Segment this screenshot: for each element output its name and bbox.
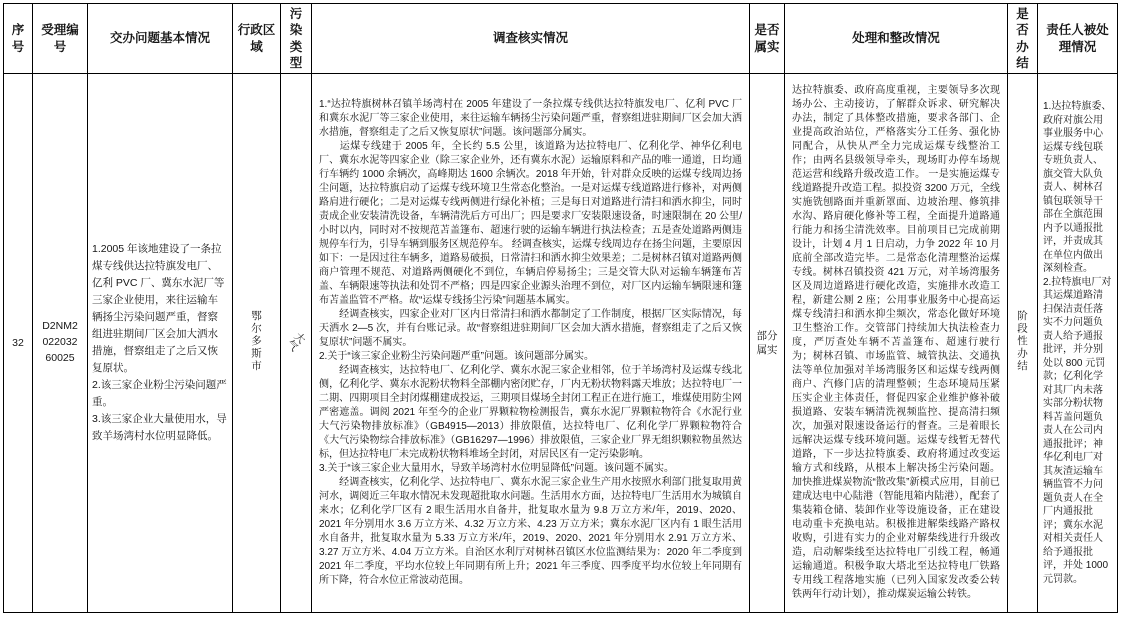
cell-rectification: 达拉特旗委、政府高度重视，主要领导多次现场办公、主动接访，了解群众诉求、研究解决办法，制定了具体整改措施，要求各部门、企业提高政治站位，严格落实分工任务、强化协同配合，从快从严全力完成运煤专线整治工作；由两名县级领导牵头，现场盯办停车场规范运营和线路升级改造工作。 一是实施运煤专线道路提升改造工程。拟投资 3200 万元，全线实施铣刨路面并重新罩面、边坡治理、修筑排水沟、路肩硬化修补等工程，全面提升道路通行能力和扬尘清洗效率。目前项目已完成前期设计，计划 4 月 1 日启动，力争 2022 年 10 月底前全部改造完毕。二是常态化清理整治运煤专线。树林召镇投资 421 万元，对羊场湾服务区及周边道路进行硬化改造，实施排水改造工程，新建公厕 2 座；公用事业服务中心提高运煤专线清扫和洒水抑尘频次，常态化做好环境卫生整治工作。交管部门持续加大执法检查力度，严厉查处车辆不苫盖篷布、超速行驶行为；树林召镇、市场监管、城管执法、交通执法等单位加强对羊场湾服务区和运煤专线两侧商户、汽修门店的清理整顿；生态环境局压紧压实企业主体责任，督促四家企业维护修补破损道路、安装车辆清洗视频监控、提高清扫频次，加强对限速设备运行的督查。三是着眼长远解决运煤专线环境问题。运煤专线暂无替代道路，下一步达拉特旗委、政府将通过改变运输方式和线路，从根本上解决扬尘污染问题。加快推进煤炭物流“散改集”新模式应用，目前已建成达电中心陆港（智能甩箱内陆港），配套了集装箱仓储、装卸作业等设施设备，正在建设电动重卡充换电站。积极推进解柴线路产路权收购，引进有实力的企业对解柴线进行升级改造，启动解柴线至达拉特电厂引线工程，畅通运输通道。积极争取大塔北至达拉特电厂铁路专用线工程落地实施（已列入国家发改委公转铁两年行动计划），推动煤炭运输公转铁。 xyxy=(785,74,1008,613)
col-header-verification: 调查核实情况 xyxy=(312,4,750,74)
col-header-case-number: 受理编号 xyxy=(33,4,88,74)
col-header-accountability: 责任人被处理情况 xyxy=(1038,4,1118,74)
inspection-case-table xyxy=(3,3,1118,613)
col-header-is-true: 是否属实 xyxy=(750,4,785,74)
header-row xyxy=(4,4,1118,74)
cell-region xyxy=(233,74,281,613)
col-header-is-closed: 是否办结 xyxy=(1008,4,1038,74)
cell-case-number: D2NM202203260025 xyxy=(33,74,88,613)
is-true-text: 部分属实 xyxy=(756,330,778,356)
pollution-type-rotated-text: 大气 xyxy=(283,329,308,353)
col-header-rectification: 处理和整改情况 xyxy=(785,4,1008,74)
col-header-problem: 交办问题基本情况 xyxy=(88,4,233,74)
cell-verification: 1.“达拉特旗树林召镇羊场湾村在 2005 年建设了一条拉煤专线供达拉特旗发电厂、亿利 PVC 厂和冀东水泥厂等三家企业使用，来往运输车辆扬尘污染问题严重，督察组进驻期间厂区会加大洒水措施，督察组走了之后又恢复原状”问题。该问题部分属实。 运煤专线建于 2005 年，全长约 5.5 公里，该道路为达拉特电厂、亿利化学、神华亿利电厂、冀东水泥等四家企业（除三家企业外，还有冀东水泥）运输原料和产品的唯一通道，日均通行车辆约 1000 余辆次，高峰期达 1600 余辆次。2018 年开始，针对群众反映的运煤专线周边扬尘问题，达拉特旗启动了运煤专线环境卫生常态化整治。一是对运煤专线道路进行修补，对两侧路肩进行硬化；二是对运煤专线两侧进行绿化补植；三是每日对道路进行清扫和洒水抑尘，同时责成企业安装清洗设备，车辆清洗后方可出厂；四是要求厂安装限速设备，时速限制在 20 公里/小时以内，同时对不按规范苫盖篷布、超速行驶的运输车辆进行执法检查；五是查处道路两侧违规停车行为，引导车辆到服务区规范停车。 经调查核实，运煤专线周边存在扬尘问题，主要原因如下：一是因过往车辆多，道路易破损，日常清扫和洒水抑尘效果差；二是树林召镇对道路两侧商户管理不规范、对道路两侧硬化不到位，车辆启停易扬尘；三是交管大队对运输车辆篷布苫盖、车辆限速等执法和处罚不严格；四是四家企业源头治理不到位，对厂区内运输车辆限速和篷布苫盖监管不严格。故“运煤专线扬尘污染”问题基本属实。 经调查核实，四家企业对厂区内日常清扫和洒水都制定了工作制度，根据厂区实际情况，每天洒水 2—5 次，并有台账记录。故“督察组进驻期间厂区会加大洒水措施，督察组走了之后又恢复原状”问题不属实。 2.关于“该三家企业粉尘污染问题严重”问题。该问题部分属实。 经调查核实，达拉特电厂、亿利化学、冀东水泥三家企业相邻，位于羊场湾村及运煤专线北侧，亿利化学、冀东水泥粉状物料全部棚内密闭贮存，厂内无粉状物料露天堆放；达拉特电厂一二期、四期项目全封闭煤棚建成投运，三期项目煤场全封闭工程正在进行施工，堆煤使用防尘网严密遮盖。调阅 2021 年至今的企业厂界颗粒物检测报告，冀东水泥厂界颗粒物符合《水泥行业大气污染物排放标准》（GB4915—2013）排放限值，达拉特电厂、亿利化学厂界颗粒物符合《大气污染物综合排放标准》（GB16297—1996）排放限值，三家企业厂界无组织颗粒物虽然达标，但达拉特电厂未完成粉状物料堆场全封闭，对居民区有一定污染影响。 3.关于“该三家企业大量用水，导致羊场湾村水位明显降低”问题。该问题不属实。 经调查核实，亿利化学、达拉特电厂、冀东水泥三家企业生产用水按照水利部门批复取用黄河水，调阅近三年取水情况未发现超批取水问题。生活用水方面，达拉特电厂生活用水为城镇自来水；亿利化学厂区有 2 眼生活用水自备井，批复取水量为 9.8 万立方米/年，2019、2020、2021 年分别用水 3.6 万立方米、4.32 万立方米、4.23 万立方米；冀东水泥厂区内有 1 眼生活用水自备井，批复取水量为 5.33 万立方米/年，2019、2020、2021 年分别用水 2.91 万立方米、3.27 万立方米、4.04 万立方米。自治区水利厅对树林召镇区水位监测结果为：2020 年二季度到 2021 年二季度，平均水位较上年同期有所上升；2021 年三季度、四季度平均水位较上年同期有所下降，符合水位正常波动范围。 xyxy=(312,74,750,613)
col-header-serial: 序号 xyxy=(4,4,33,74)
table-row xyxy=(4,74,1118,613)
region-vertical-text: 鄂尔多斯市 xyxy=(250,310,262,373)
col-header-pollution-type: 污染类型 xyxy=(281,4,312,74)
cell-problem-description: 1.2005 年该地建设了一条拉煤专线供达拉特旗发电厂、亿利 PVC 厂、冀东水泥厂等三家企业使用，来往运输车辆扬尘污染问题严重，督察组进驻期间厂区会加大洒水措施，督察组走了之后又恢复原状。 2.该三家企业粉尘污染问题严重。 3.该三家企业大量使用水，导致羊场湾村水位明显降低。 xyxy=(88,74,233,613)
cell-is-true xyxy=(750,74,785,613)
cell-is-closed xyxy=(1008,74,1038,613)
col-header-region: 行政区域 xyxy=(233,4,281,74)
is-closed-vertical-text: 阶段性办结 xyxy=(1016,310,1028,373)
cell-pollution-type xyxy=(281,74,312,613)
cell-serial-number: 32 xyxy=(4,74,33,613)
cell-accountability: 1.达拉特旗委、政府对旗公用事业服务中心运煤专线包联专班负责人、旗交管大队负责人、树林召镇包联领导干部在全旗范围内予以通报批评，并责成其在单位内做出深刻检查。 2.拉特旗电厂对其运煤道路清扫保洁责任落实不力问题负责人给予通报批评，并分别处以 800 元罚款；亿利化学对其厂内未落实部分粉状物料苫盖问题负责人在公司内通报批评；神华亿利电厂对其灰渣运输车辆监管不力问题负责人在全厂内通报批评；冀东水泥对相关责任人给予通报批评，并处 1000 元罚款。 xyxy=(1038,74,1118,613)
